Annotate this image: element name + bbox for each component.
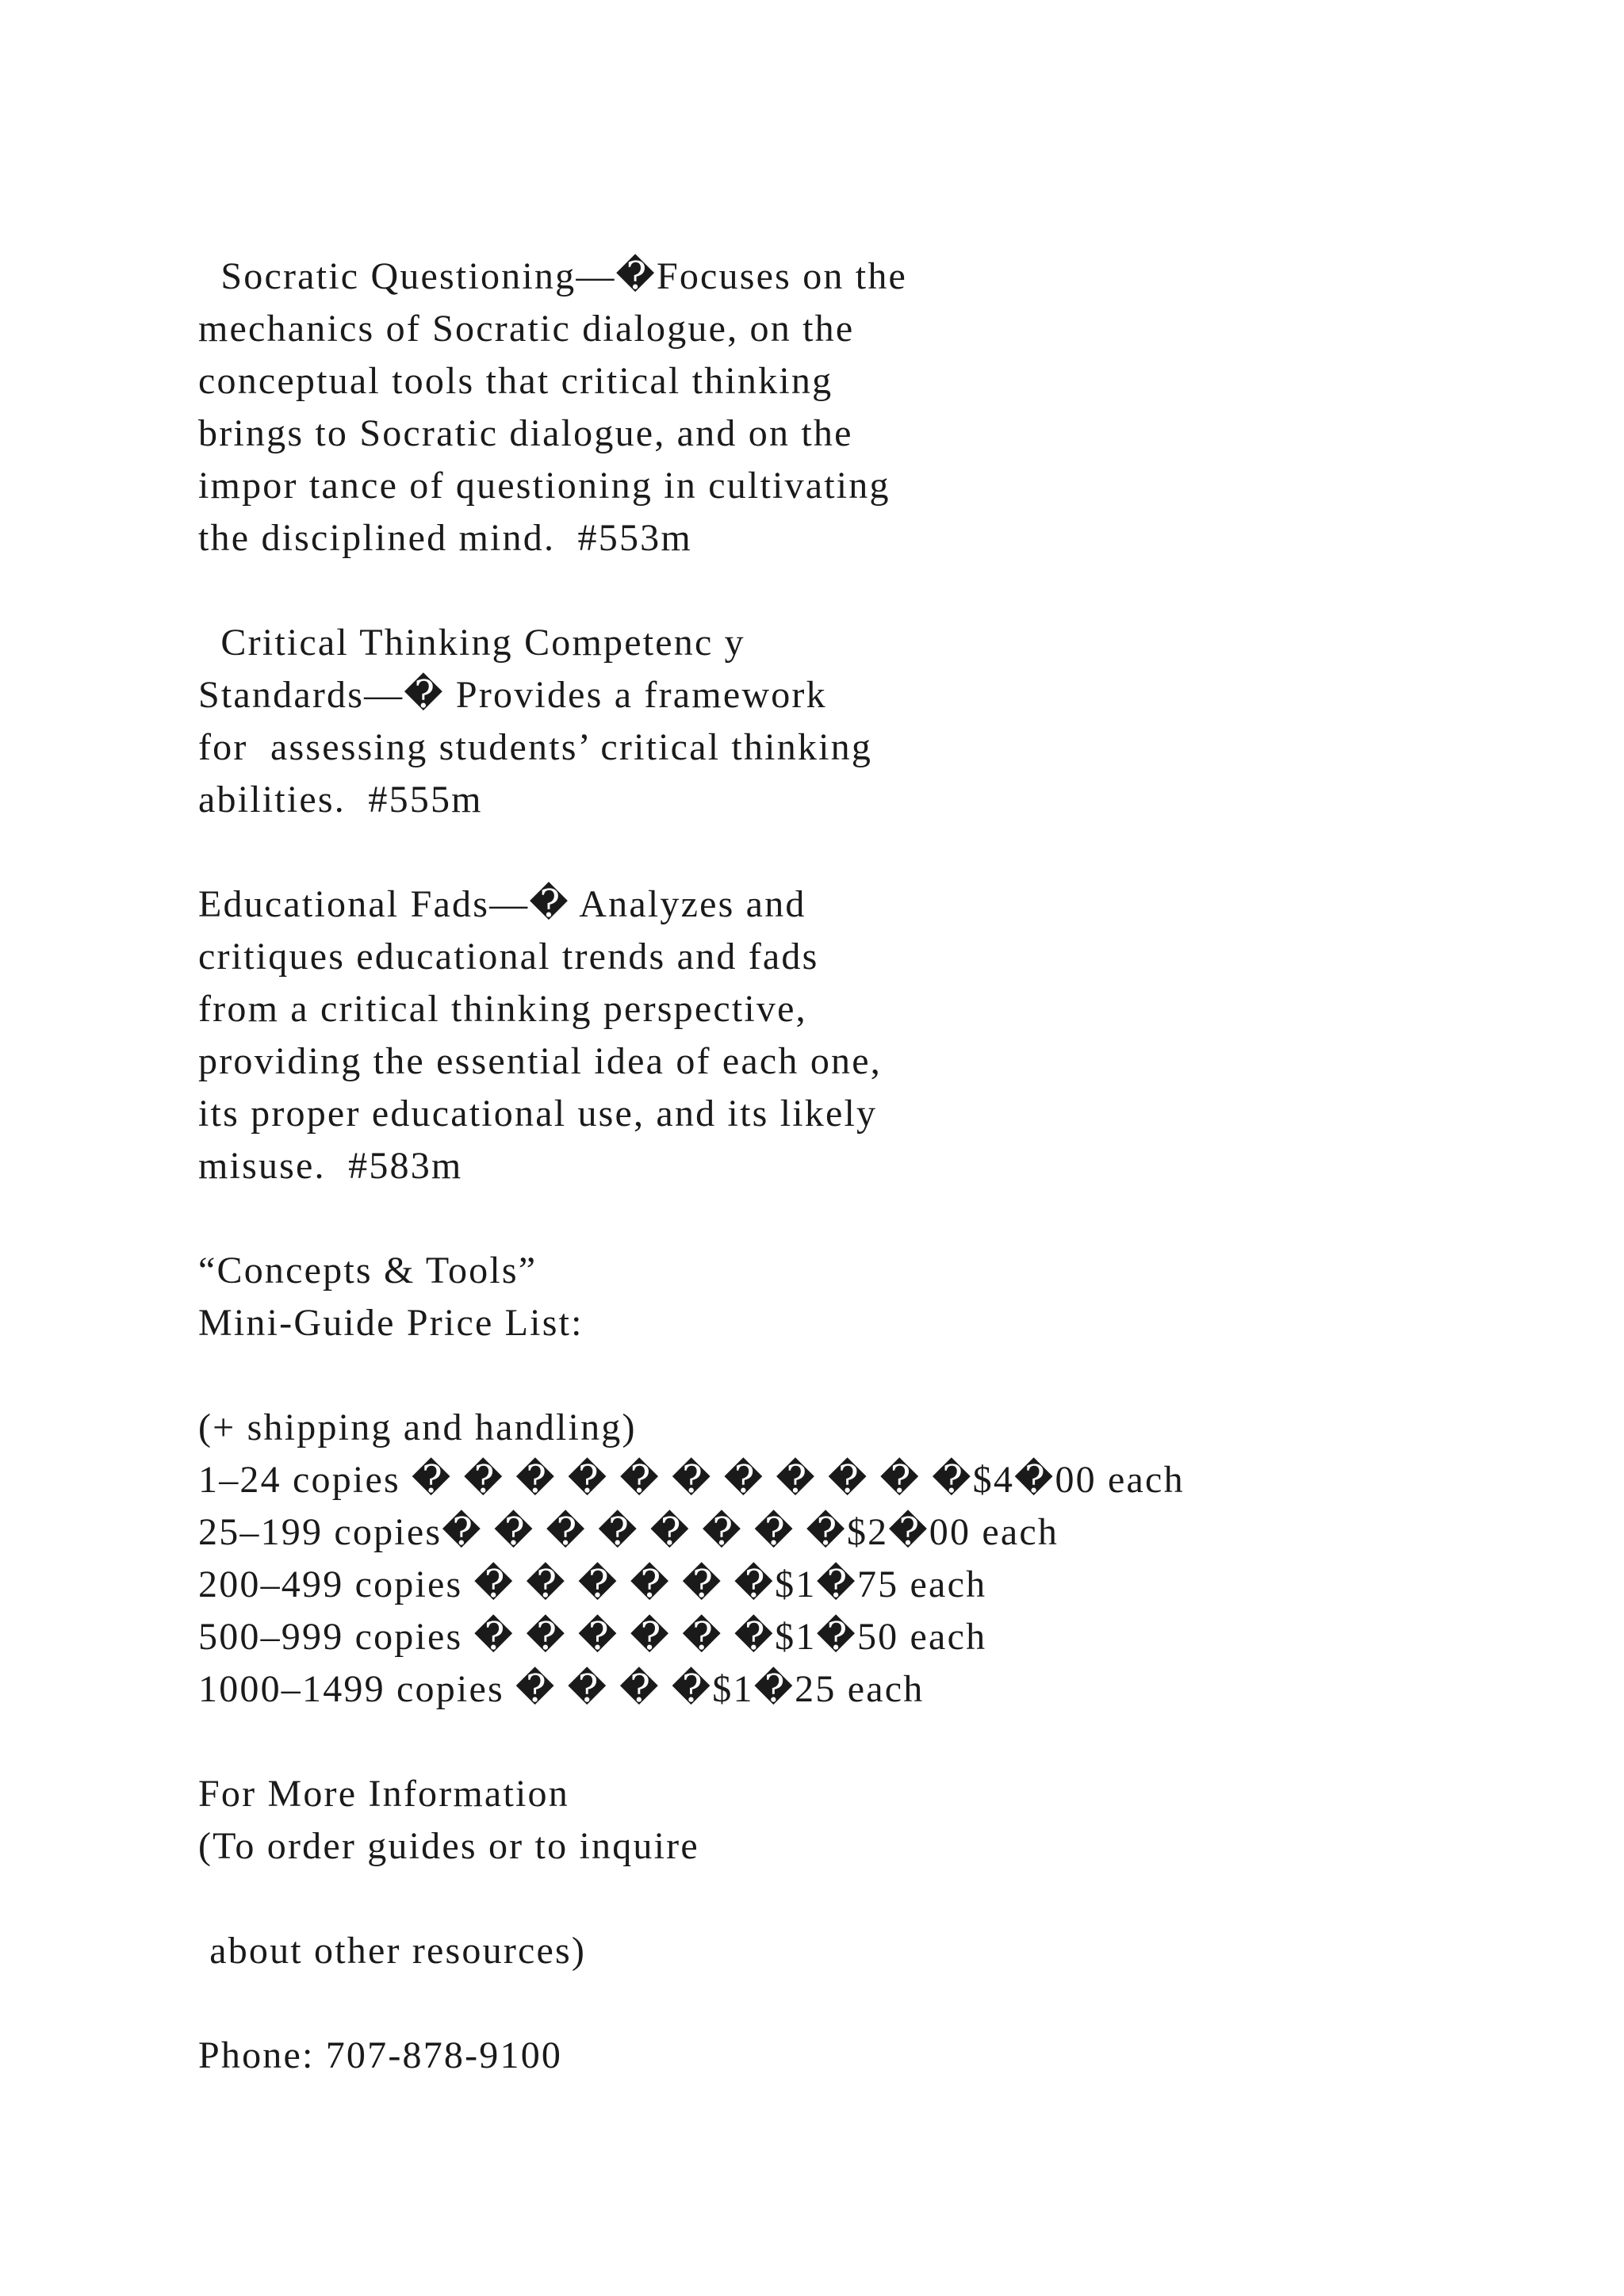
text-line: for assessing students’ critical thinking: [198, 726, 873, 768]
text-line: the disciplined mind. #553m: [198, 517, 692, 559]
text-line: providing the essential idea of each one,: [198, 1040, 882, 1082]
text-line: Standards—� Provides a framework: [198, 674, 827, 716]
text-line: For More Information: [198, 1773, 569, 1815]
text-line: misuse. #583m: [198, 1145, 463, 1187]
text-line: from a critical thinking perspective,: [198, 988, 807, 1030]
text-line: abilities. #555m: [198, 779, 483, 821]
text-line: Socratic Questioning—�Focuses on the: [198, 255, 908, 297]
text-line: Mini-Guide Price List:: [198, 1302, 584, 1344]
text-line: “Concepts & Tools”: [198, 1249, 538, 1292]
text-line: brings to Socratic dialogue, and on the: [198, 412, 853, 454]
text-line: (+ shipping and handling): [198, 1406, 637, 1448]
text-line: its proper educational use, and its likely: [198, 1093, 878, 1135]
text-line: Educational Fads—� Analyzes and: [198, 883, 806, 925]
text-line: about other resources): [198, 1930, 587, 1972]
text-line: conceptual tools that critical thinking: [198, 360, 833, 402]
price-row: 200–499 copies � � � � � �$1�75 each: [198, 1563, 987, 1605]
text-line: critiques educational trends and fads: [198, 936, 819, 978]
text-line: (To order guides or to inquire: [198, 1825, 699, 1867]
phone-line: Phone: 707-878-9100: [198, 2034, 563, 2076]
price-row: 1000–1499 copies � � � �$1�25 each: [198, 1668, 925, 1710]
price-row: 500–999 copies � � � � � �$1�50 each: [198, 1616, 987, 1658]
text-line: Critical Thinking Competenc y: [198, 622, 745, 664]
text-line: impor tance of questioning in cultivating: [198, 465, 891, 507]
text-line: mechanics of Socratic dialogue, on the: [198, 308, 855, 350]
price-row: 25–199 copies� � � � � � � �$2�00 each: [198, 1511, 1059, 1553]
price-row: 1–24 copies � � � � � � � � � � �$4�00 each: [198, 1459, 1185, 1501]
